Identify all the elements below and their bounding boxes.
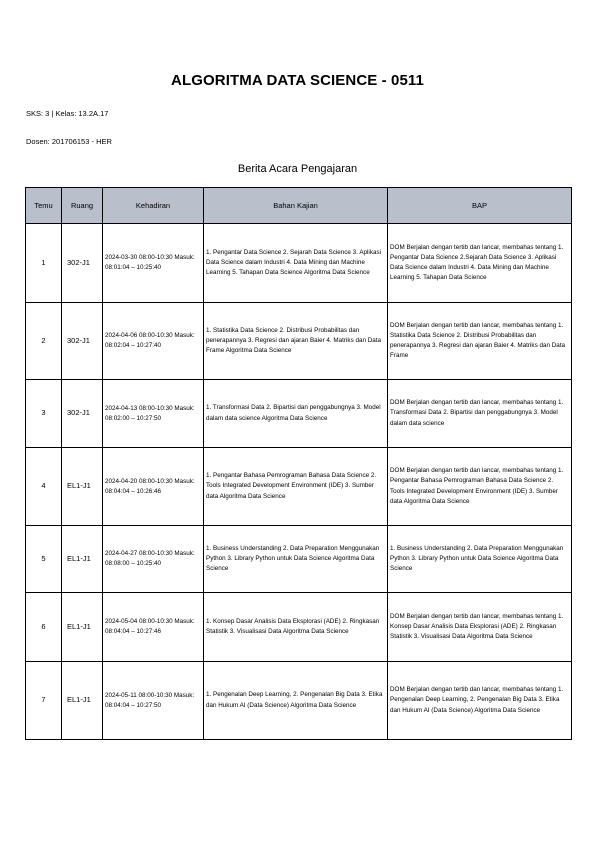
cell-bahan-kajian: 1. Statistika Data Science 2. Distribusi Probabilitas dan penerapannya 3. Regresi dan ajaran Baier 4. Matriks dan Data Frame Algoritma Data Science [204, 303, 388, 380]
table-row [26, 593, 572, 662]
cell-ruang: EL1-J1 [62, 448, 103, 526]
cell-ruang: EL1-J1 [62, 526, 103, 593]
table-row [26, 662, 572, 740]
cell-ruang: 302-J1 [62, 380, 103, 448]
cell-bap: DOM Berjalan dengan tertib dan lancar, membahas tentang 1. Konsep Dasar Analisis Data Eksplorasi (ADE) 2. Ringkasan Statistik 3. Visualisasi Data Algoritma Data Science [388, 593, 572, 662]
cell-kehadiran: 2024-05-04 08:00-10:30 Masuk: 08:04:04 – 10:27:46 [103, 593, 204, 662]
cell-bap: DOM Berjalan dengan tertib dan lancar, membahas tentang 1. Pengenalan Deep Learning, 2. Pengenalan Big Data 3. Etika dan Hukum AI (Data Science) Algoritma Data Science [388, 662, 572, 740]
cell-temu: 3 [26, 380, 62, 448]
cell-temu: 2 [26, 303, 62, 380]
cell-bahan-kajian: 1. Pengantar Data Science 2. Sejarah Data Science 3. Aplikasi Data Science dalam Industri 4. Data Mining dan Machine Learning 5. Tahapan Data Science Algoritma Data Science [204, 224, 388, 303]
cell-ruang: EL1-J1 [62, 593, 103, 662]
header-bap: BAP [388, 188, 572, 224]
cell-kehadiran: 2024-05-11 08:00-10:30 Masuk: 08:04:04 – 10:27:50 [103, 662, 204, 740]
dosen-value: 201706153 - HER [51, 137, 112, 146]
cell-kehadiran: 2024-04-20 08:00-10:30 Masuk: 08:04:04 – 10:26:46 [103, 448, 204, 526]
cell-temu: 1 [26, 224, 62, 303]
table-row [26, 448, 572, 526]
table-row [26, 224, 572, 303]
bap-table [25, 187, 572, 740]
header-kehadiran: Kehadiran [103, 188, 204, 224]
page-title: ALGORITMA DATA SCIENCE - 0511 [171, 72, 424, 89]
cell-bap: DOM Berjalan dengan tertib dan lancar, membahas tentang 1. Statistika Data Science 2. Distribusi Probabilitas dan penerapannya 3. Regresi dan ajaran Baier 4. Matriks dan Data Frame [388, 303, 572, 380]
cell-bahan-kajian: 1. Business Understanding 2. Data Preparation Menggunakan Python 3. Library Python untuk Data Science Algoritma Data Science [204, 526, 388, 593]
dosen-info [26, 137, 112, 146]
cell-bahan-kajian: 1. Pengantar Bahasa Pemrograman Bahasa Data Science 2. Tools Integrated Development Environment (IDE) 3. Sumber data Algoritma Data Science [204, 448, 388, 526]
cell-bap: DOM Berjalan dengan tertib dan lancar, membahas tentang 1. Pengantar Bahasa Pemrograman Bahasa Data Science 2. Tools Integrated Development Environment (IDE) 3. Sumber data Algoritma Data Science [388, 448, 572, 526]
cell-temu: 7 [26, 662, 62, 740]
header-ruang: Ruang [62, 188, 103, 224]
table-row [26, 380, 572, 448]
cell-bahan-kajian: 1. Pengenalan Deep Learning, 2. Pengenalan Big Data 3. Etika dan Hukum AI (Data Science) Algoritma Data Science [204, 662, 388, 740]
cell-kehadiran: 2024-03-30 08:00-10:30 Masuk: 08:01:04 – 10:25:40 [103, 224, 204, 303]
cell-bahan-kajian: 1. Transformasi Data 2. Bipartisi dan penggabungnya 3. Model dalam data science Algoritma Data Science [204, 380, 388, 448]
sks-kelas-info: SKS: 3 | Kelas: 13.2A.17 [26, 109, 109, 118]
cell-ruang: 302-J1 [62, 303, 103, 380]
cell-temu: 5 [26, 526, 62, 593]
cell-bap: 1. Business Understanding 2. Data Preparation Menggunakan Python 3. Library Python untuk Data Science Algoritma Data Science [388, 526, 572, 593]
cell-temu: 4 [26, 448, 62, 526]
cell-ruang: EL1-J1 [62, 662, 103, 740]
cell-kehadiran: 2024-04-27 08:00-10:30 Masuk: 08:08:00 – 10:25:40 [103, 526, 204, 593]
header-temu: Temu [26, 188, 62, 224]
cell-bap: DOM Berjalan dengan tertib dan lancar, membahas tentang 1. Transformasi Data 2. Bipartisi dan penggabungnya 3. Model dalam data science [388, 380, 572, 448]
section-title: Berita Acara Pengajaran [237, 163, 358, 175]
table-row [26, 303, 572, 380]
cell-kehadiran: 2024-04-06 08:00-10:30 Masuk: 08:02:04 – 10:27:40 [103, 303, 204, 380]
cell-bap: DOM Berjalan dengan tertib dan lancar, membahas tentang 1. Pengantar Data Science 2.Sejarah Data Science 3. Aplikasi Data Science dalam Industri 4. Data Mining dan Machine Learning 5. Tahapan Data Science [388, 224, 572, 303]
table-row [26, 526, 572, 593]
cell-temu: 6 [26, 593, 62, 662]
cell-kehadiran: 2024-04-13 08:00-10:30 Masuk: 08:02:00 – 10:27:50 [103, 380, 204, 448]
header-bahan-kajian: Bahan Kajian [204, 188, 388, 224]
cell-ruang: 302-J1 [62, 224, 103, 303]
table-header-row [26, 188, 572, 224]
dosen-label: Dosen: [26, 137, 50, 146]
cell-bahan-kajian: 1. Konsep Dasar Analisis Data Eksplorasi (ADE) 2. Ringkasan Statistik 3. Visualisasi Data Algoritma Data Science [204, 593, 388, 662]
